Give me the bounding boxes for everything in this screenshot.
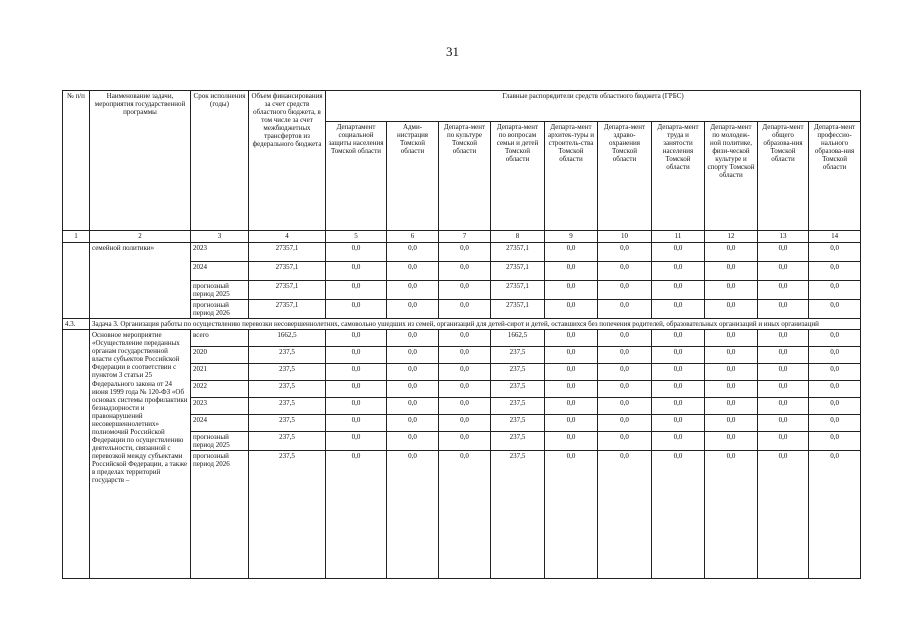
grbs-value-cell: 0,0 — [598, 364, 652, 381]
period-cell: 2023 — [191, 398, 249, 415]
grbs-value-cell: 0,0 — [326, 451, 387, 579]
grbs-value-cell: 0,0 — [439, 300, 491, 319]
grbs-value-cell: 0,0 — [326, 243, 387, 262]
column-number: 8 — [491, 231, 545, 243]
header-col-volume: Объем финансирования за счет средств областного бюджета, в том числе за счет межбюджетных трансфертов из федерального бюджета — [249, 91, 326, 231]
grbs-value-cell: 0,0 — [758, 281, 809, 300]
grbs-value-cell: 237,5 — [491, 398, 545, 415]
grbs-value-cell: 0,0 — [705, 330, 758, 347]
grbs-value-cell: 1662,5 — [491, 330, 545, 347]
grbs-value-cell: 0,0 — [545, 432, 598, 451]
grbs-value-cell: 0,0 — [326, 381, 387, 398]
header-row — [63, 91, 861, 122]
grbs-value-cell: 0,0 — [809, 451, 861, 579]
row-number-cell — [63, 330, 90, 579]
column-number: 3 — [191, 231, 249, 243]
grbs-value-cell: 237,5 — [491, 415, 545, 432]
total-volume-cell: 237,5 — [249, 364, 326, 381]
grbs-value-cell: 0,0 — [598, 415, 652, 432]
grbs-value-cell: 237,5 — [491, 451, 545, 579]
header-grbs-health: Департа-мент здраво-охранения Томской области — [598, 122, 652, 231]
grbs-value-cell: 0,0 — [545, 281, 598, 300]
grbs-value-cell: 0,0 — [598, 451, 652, 579]
grbs-value-cell: 0,0 — [545, 347, 598, 364]
total-volume-cell: 237,5 — [249, 398, 326, 415]
grbs-value-cell: 0,0 — [705, 281, 758, 300]
budget-table — [62, 90, 861, 579]
total-volume-cell: 27357,1 — [249, 243, 326, 262]
total-volume-cell: 27357,1 — [249, 262, 326, 281]
header-grbs-administration: Адми-нистрация Томской области — [387, 122, 439, 231]
grbs-value-cell: 0,0 — [809, 398, 861, 415]
period-cell: прогнозный период 2026 — [191, 300, 249, 319]
grbs-value-cell: 0,0 — [758, 415, 809, 432]
row-number-cell — [63, 243, 90, 319]
period-cell: 2021 — [191, 364, 249, 381]
grbs-value-cell: 0,0 — [598, 262, 652, 281]
grbs-value-cell: 0,0 — [652, 381, 705, 398]
measure-name: семейной политики» — [90, 243, 191, 319]
grbs-value-cell: 0,0 — [809, 243, 861, 262]
grbs-value-cell: 0,0 — [545, 243, 598, 262]
grbs-value-cell: 0,0 — [545, 262, 598, 281]
total-volume-cell: 237,5 — [249, 415, 326, 432]
grbs-value-cell: 0,0 — [705, 364, 758, 381]
table-row — [63, 330, 861, 347]
grbs-value-cell: 0,0 — [809, 281, 861, 300]
grbs-value-cell: 0,0 — [705, 451, 758, 579]
block1-body — [63, 243, 861, 319]
grbs-value-cell: 0,0 — [387, 398, 439, 415]
grbs-value-cell: 0,0 — [326, 262, 387, 281]
grbs-value-cell: 27357,1 — [491, 262, 545, 281]
block2-body — [63, 330, 861, 579]
grbs-value-cell: 0,0 — [387, 432, 439, 451]
total-volume-cell: 237,5 — [249, 432, 326, 451]
column-number: 4 — [249, 231, 326, 243]
grbs-value-cell: 0,0 — [758, 381, 809, 398]
period-cell: 2024 — [191, 415, 249, 432]
grbs-value-cell: 27357,1 — [491, 243, 545, 262]
grbs-value-cell: 0,0 — [439, 347, 491, 364]
total-volume-cell: 27357,1 — [249, 281, 326, 300]
grbs-value-cell: 0,0 — [652, 300, 705, 319]
grbs-value-cell: 0,0 — [705, 347, 758, 364]
grbs-value-cell: 0,0 — [387, 364, 439, 381]
grbs-value-cell: 237,5 — [491, 364, 545, 381]
header-grbs-culture: Департа-мент по культуре Томской области — [439, 122, 491, 231]
grbs-value-cell: 0,0 — [809, 364, 861, 381]
grbs-value-cell: 237,5 — [491, 347, 545, 364]
header-grbs-architecture: Департа-мент архитек-туры и строитель-ства Томской области — [545, 122, 598, 231]
grbs-value-cell: 0,0 — [326, 432, 387, 451]
column-number: 7 — [439, 231, 491, 243]
grbs-value-cell: 0,0 — [652, 243, 705, 262]
grbs-value-cell: 0,0 — [545, 330, 598, 347]
grbs-value-cell: 0,0 — [598, 398, 652, 415]
period-cell: всего — [191, 330, 249, 347]
grbs-value-cell: 0,0 — [705, 415, 758, 432]
total-volume-cell: 237,5 — [249, 347, 326, 364]
grbs-value-cell: 0,0 — [387, 262, 439, 281]
grbs-value-cell: 0,0 — [326, 347, 387, 364]
grbs-value-cell: 0,0 — [545, 364, 598, 381]
grbs-value-cell: 0,0 — [652, 330, 705, 347]
header-grbs-social: Департамент социальной защиты населения Томской области — [326, 122, 387, 231]
header-grbs-general-education: Департа-мент общего образова-ния Томской области — [758, 122, 809, 231]
grbs-value-cell: 0,0 — [598, 330, 652, 347]
header-grbs-group: Главные распорядители средств областного бюджета (ГРБС) — [326, 91, 861, 122]
total-volume-cell: 1662,5 — [249, 330, 326, 347]
grbs-value-cell: 0,0 — [439, 281, 491, 300]
table-row — [63, 243, 861, 262]
grbs-value-cell: 0,0 — [439, 432, 491, 451]
grbs-value-cell: 0,0 — [598, 381, 652, 398]
period-cell: 2022 — [191, 381, 249, 398]
grbs-value-cell: 0,0 — [652, 415, 705, 432]
grbs-value-cell: 0,0 — [758, 243, 809, 262]
grbs-value-cell: 27357,1 — [491, 300, 545, 319]
grbs-value-cell: 0,0 — [652, 432, 705, 451]
column-number: 1 — [63, 231, 90, 243]
period-cell: прогнозный период 2026 — [191, 451, 249, 579]
grbs-value-cell: 0,0 — [545, 415, 598, 432]
measure-name: Основное мероприятие «Осуществление переданных органам государственной власти субъектов Российской Федерации в соответствии с пунктом 3 статьи 25 Федерального закона от 24 июня 1999 года № 120-ФЗ «Об основах системы профилактики безнадзорности и правонарушений несовершеннолетних» полномочий Российской Федерации по осуществлению деятельности, связанной с перевозкой между субъектами Российской Федерации, а также в пределах территорий государств – — [90, 330, 191, 579]
task-text: Задача 3. Организация работы по осуществлению перевозки несовершеннолетних, самовольно ушедших из семей, организаций для детей-сирот и детей, оставшихся без попечения родителей, образовательных организаций и иных организаций — [90, 319, 861, 330]
grbs-value-cell: 0,0 — [758, 432, 809, 451]
total-volume-cell: 237,5 — [249, 451, 326, 579]
grbs-value-cell: 0,0 — [652, 451, 705, 579]
header-col-num: № п/п — [63, 91, 90, 231]
period-cell: 2023 — [191, 243, 249, 262]
grbs-value-cell: 0,0 — [439, 451, 491, 579]
period-cell: прогнозный период 2025 — [191, 281, 249, 300]
grbs-value-cell: 0,0 — [439, 364, 491, 381]
grbs-value-cell: 0,0 — [326, 415, 387, 432]
grbs-value-cell: 0,0 — [439, 330, 491, 347]
grbs-value-cell: 0,0 — [652, 347, 705, 364]
grbs-value-cell: 0,0 — [705, 432, 758, 451]
grbs-value-cell: 0,0 — [652, 262, 705, 281]
grbs-value-cell: 0,0 — [809, 300, 861, 319]
task-number: 4.3. — [63, 319, 90, 330]
column-number: 10 — [598, 231, 652, 243]
grbs-value-cell: 0,0 — [705, 300, 758, 319]
grbs-value-cell: 0,0 — [705, 243, 758, 262]
grbs-value-cell: 0,0 — [387, 451, 439, 579]
grbs-value-cell: 0,0 — [652, 398, 705, 415]
grbs-value-cell: 0,0 — [545, 398, 598, 415]
grbs-value-cell: 0,0 — [598, 347, 652, 364]
grbs-value-cell: 0,0 — [705, 381, 758, 398]
grbs-value-cell: 0,0 — [387, 243, 439, 262]
grbs-value-cell: 0,0 — [598, 243, 652, 262]
period-cell: 2024 — [191, 262, 249, 281]
grbs-value-cell: 0,0 — [387, 415, 439, 432]
grbs-value-cell: 0,0 — [598, 432, 652, 451]
grbs-value-cell: 0,0 — [545, 451, 598, 579]
total-volume-cell: 237,5 — [249, 381, 326, 398]
grbs-value-cell: 0,0 — [809, 381, 861, 398]
grbs-value-cell: 0,0 — [758, 262, 809, 281]
grbs-value-cell: 0,0 — [326, 398, 387, 415]
column-number: 5 — [326, 231, 387, 243]
grbs-value-cell: 0,0 — [326, 300, 387, 319]
grbs-value-cell: 0,0 — [758, 347, 809, 364]
column-number: 2 — [90, 231, 191, 243]
grbs-value-cell: 0,0 — [758, 364, 809, 381]
grbs-value-cell: 0,0 — [598, 281, 652, 300]
column-numbers-row — [63, 231, 861, 243]
grbs-value-cell: 0,0 — [545, 381, 598, 398]
header-grbs-family: Департа-мент по вопросам семьи и детей Томской области — [491, 122, 545, 231]
grbs-value-cell: 0,0 — [705, 398, 758, 415]
grbs-value-cell: 0,0 — [809, 347, 861, 364]
grbs-value-cell: 0,0 — [652, 281, 705, 300]
task-row — [63, 319, 861, 330]
grbs-value-cell: 0,0 — [758, 451, 809, 579]
grbs-value-cell: 0,0 — [326, 364, 387, 381]
grbs-value-cell: 0,0 — [387, 381, 439, 398]
grbs-value-cell: 0,0 — [758, 398, 809, 415]
grbs-value-cell: 237,5 — [491, 381, 545, 398]
grbs-value-cell: 0,0 — [652, 364, 705, 381]
grbs-value-cell: 237,5 — [491, 432, 545, 451]
column-number: 11 — [652, 231, 705, 243]
header-col-name: Наименование задачи, мероприятия государственной программы — [90, 91, 191, 231]
column-number: 6 — [387, 231, 439, 243]
grbs-value-cell: 0,0 — [705, 262, 758, 281]
grbs-value-cell: 0,0 — [809, 432, 861, 451]
grbs-value-cell: 0,0 — [439, 398, 491, 415]
header-grbs-youth: Департа-мент по молодеж-ной политике, физи-ческой культуре и спорту Томской области — [705, 122, 758, 231]
grbs-value-cell: 0,0 — [387, 300, 439, 319]
grbs-value-cell: 0,0 — [439, 381, 491, 398]
grbs-value-cell: 0,0 — [326, 330, 387, 347]
period-cell: прогнозный период 2025 — [191, 432, 249, 451]
grbs-value-cell: 0,0 — [545, 300, 598, 319]
header-grbs-professional-education: Департа-мент профессио-нального образова-ния Томской области — [809, 122, 861, 231]
column-number: 9 — [545, 231, 598, 243]
grbs-value-cell: 0,0 — [439, 415, 491, 432]
header-grbs-labour: Департа-мент труда и занятости населения Томской области — [652, 122, 705, 231]
period-cell: 2020 — [191, 347, 249, 364]
header-col-period: Срок исполнения (годы) — [191, 91, 249, 231]
column-number: 13 — [758, 231, 809, 243]
grbs-value-cell: 0,0 — [758, 300, 809, 319]
grbs-value-cell: 0,0 — [387, 347, 439, 364]
grbs-value-cell: 0,0 — [326, 281, 387, 300]
grbs-value-cell: 0,0 — [809, 415, 861, 432]
total-volume-cell: 27357,1 — [249, 300, 326, 319]
grbs-value-cell: 27357,1 — [491, 281, 545, 300]
column-number: 14 — [809, 231, 861, 243]
grbs-value-cell: 0,0 — [439, 243, 491, 262]
grbs-value-cell: 0,0 — [598, 300, 652, 319]
grbs-value-cell: 0,0 — [439, 262, 491, 281]
grbs-value-cell: 0,0 — [809, 262, 861, 281]
grbs-value-cell: 0,0 — [758, 330, 809, 347]
grbs-value-cell: 0,0 — [387, 330, 439, 347]
page-number: 31 — [446, 44, 459, 59]
grbs-value-cell: 0,0 — [809, 330, 861, 347]
column-number: 12 — [705, 231, 758, 243]
grbs-value-cell: 0,0 — [387, 281, 439, 300]
